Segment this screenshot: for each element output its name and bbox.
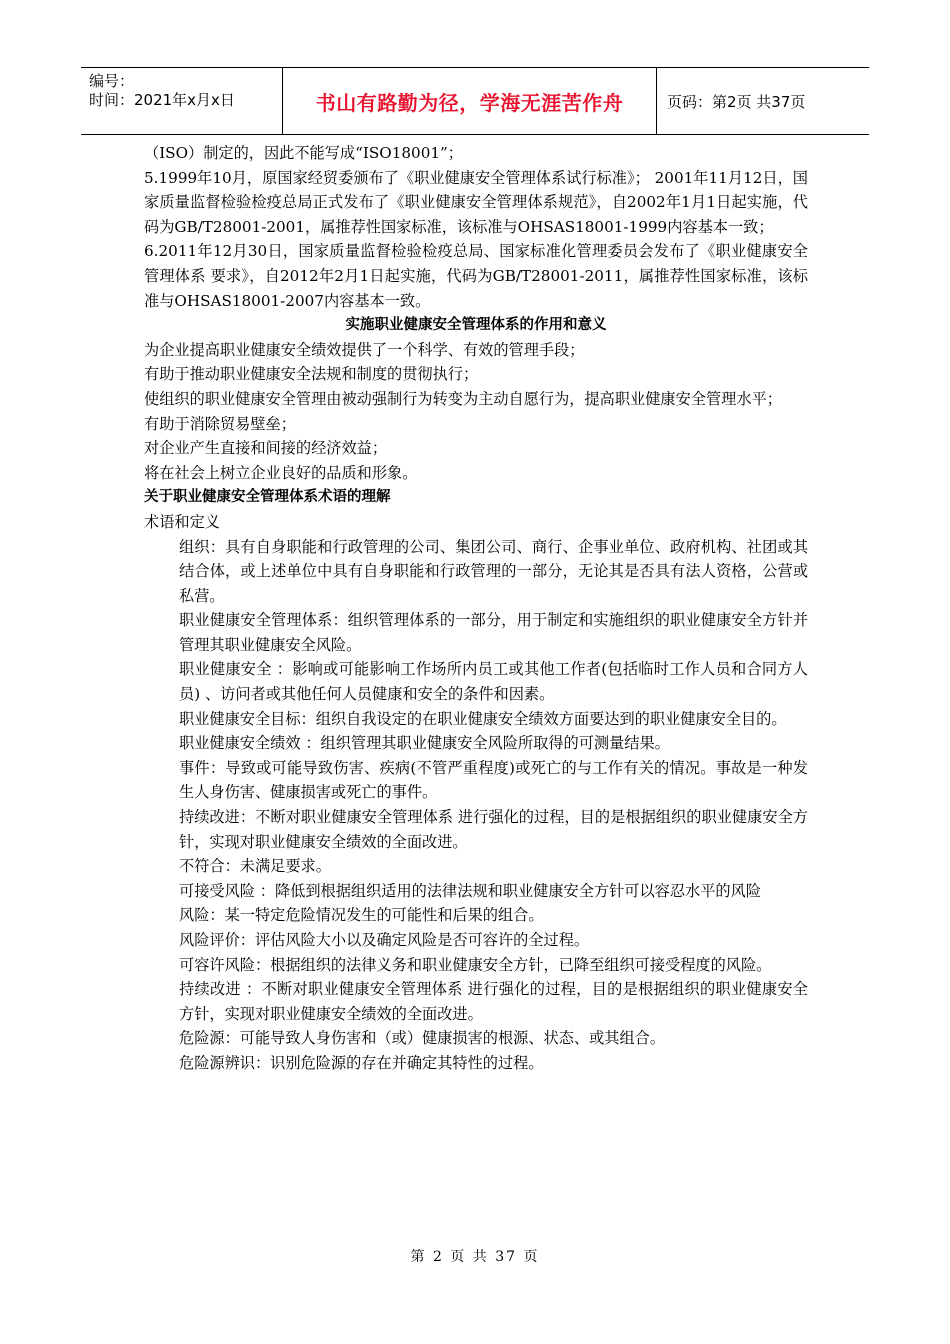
header-meta — [81, 68, 283, 134]
body-paragraph: 对企业产生直接和间接的经济效益； — [144, 439, 387, 458]
body-paragraph: 可容许风险：根据组织的法律义务和职业健康安全方针，已降至组织可接受程度的风险。 — [179, 955, 772, 974]
body-paragraph: 使组织的职业健康安全管理由被动强制行为转变为主动自愿行为，提高职业健康安全管理水平； — [144, 389, 782, 408]
body-paragraph: 6.2011年12月30日，国家质量监督检验检疫总局、国家标准化管理委员会发布了《职业健康安全管理体系 要求》，自2012年2月1日起实施，代码为GB/T28001-2011，属推荐性国家标准，该标准与OHSAS18001-2007内容基本一致。 — [144, 242, 808, 310]
body-paragraph: 职业健康安全管理体系：组织管理体系的一部分，用于制定和实施组织的职业健康安全方针并管理其职业健康安全风险。 — [179, 611, 808, 654]
body-paragraph: 有助于消除贸易壁垒； — [144, 414, 296, 433]
body-paragraph: 将在社会上树立企业良好的品质和形象。 — [144, 463, 418, 482]
header-motto: 书山有路勤为径，学海无涯苦作舟 — [283, 68, 657, 134]
document-body — [144, 141, 808, 1076]
page-header — [81, 67, 869, 135]
page-footer: 第 2 页 共 37 页 — [410, 1249, 540, 1265]
header-page-info: 页码：第2页 共37页 — [667, 92, 806, 111]
section-heading: 关于职业健康安全管理体系术语的理解 — [144, 489, 391, 506]
body-paragraph: 有助于推动职业健康安全法规和制度的贯彻执行； — [144, 365, 479, 384]
body-paragraph: 事件：导致或可能导致伤害、疾病(不管严重程度)或死亡的与工作有关的情况。事故是一种发生人身伤害、健康损害或死亡的事件。 — [179, 758, 808, 802]
section-heading: 实施职业健康安全管理体系的作用和意义 — [345, 317, 607, 334]
body-paragraph: 不符合：未满足要求。 — [179, 857, 331, 876]
body-paragraph: 职业健康安全绩效 ：组织管理其职业健康安全风险所取得的可测量结果。 — [179, 734, 670, 753]
body-paragraph: 危险源：可能导致人身伤害和（或）健康损害的根源、状态、或其组合。 — [179, 1029, 665, 1048]
body-paragraph: 为企业提高职业健康安全绩效提供了一个科学、有效的管理手段； — [144, 340, 585, 359]
body-paragraph: 持续改进：不断对职业健康安全管理体系 进行强化的过程，目的是根据组织的职业健康安全方针，实现对职业健康安全绩效的全面改进。 — [179, 808, 808, 851]
body-paragraph: 危险源辨识：识别危险源的存在并确定其特性的过程。 — [179, 1053, 544, 1072]
body-paragraph: 风险评价：评估风险大小以及确定风险是否可容许的全过程。 — [179, 931, 590, 949]
body-paragraph: 风险：某一特定危险情况发生的可能性和后果的组合。 — [179, 906, 544, 925]
body-paragraph: 职业健康安全目标：组织自我设定的在职业健康安全绩效方面要达到的职业健康安全目的。 — [179, 709, 787, 728]
body-paragraph: 组织：具有自身职能和行政管理的公司、集团公司、商行、企事业单位、政府机构、社团或其结合体，或上述单位中具有自身职能和行政管理的一部分，无论其是否具有法人资格，公营或私营。 — [179, 537, 808, 605]
document-number-label: 编号： — [89, 72, 135, 90]
body-paragraph: 5.1999年10月，原国家经贸委颁布了《职业健康安全管理体系试行标准》； 2001年11月12日，国家质量监督检验检疫总局正式发布了《职业健康安全管理体系规范》，自2002年1月1日起实施，代码为GB/T28001-2001，属推荐性国家标准，该标准与OHSAS18001-1999内容基本一致； — [144, 168, 808, 236]
body-paragraph: 持续改进 ：不断对职业健康安全管理体系 进行强化的过程，目的是根据组织的职业健康安全方针，实现对职业健康安全绩效的全面改进。 — [179, 980, 808, 1023]
body-paragraph: 可接受风险 ：降低到根据组织适用的法律法规和职业健康安全方针可以容忍水平的风险 — [179, 881, 761, 900]
body-paragraph: 术语和定义 — [144, 512, 220, 531]
body-paragraph: 职业健康安全 ：影响或可能影响工作场所内员工或其他工作者(包括临时工作人员和合同方人员) 、访问者或其他任何人员健康和安全的条件和因素。 — [179, 660, 808, 704]
document-date: 时间：2021年x月x日 — [89, 91, 235, 109]
body-paragraph: （ISO）制定的，因此不能写成“ISO18001”； — [144, 144, 463, 162]
